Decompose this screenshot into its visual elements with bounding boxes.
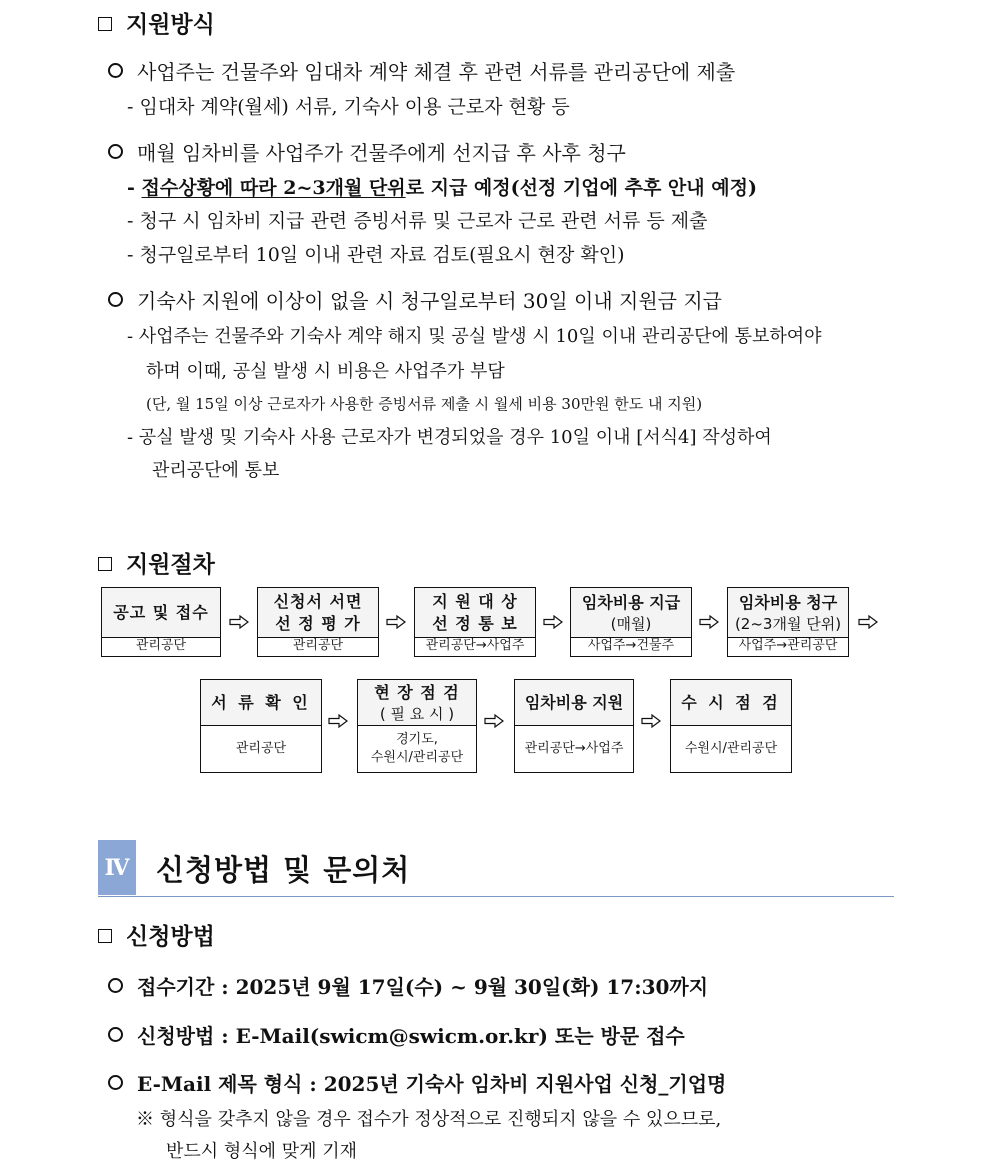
flow-step-5 xyxy=(727,587,849,657)
flow-step-4-actor: 사업주→건물주 xyxy=(587,638,675,653)
section-number: Ⅳ xyxy=(98,840,136,895)
square-bullet-icon xyxy=(98,557,112,571)
method-bullet-3-sub-1-line-2: 하며 이때, 공실 발생 시 비용은 사업주가 부담 xyxy=(146,361,505,382)
method-bullet-1 xyxy=(108,56,735,85)
flow-step-2-title: 신청서 서면 xyxy=(273,591,363,611)
circle-bullet-icon xyxy=(108,292,123,307)
flow-step-6 xyxy=(200,679,322,773)
flow-step-7 xyxy=(357,679,477,773)
procedure-heading-text: 지원절차 xyxy=(126,552,215,578)
flow-step-2-actor: 관리공단 xyxy=(292,638,344,653)
underlined-text: 접수상황에 따라 2~3개월 단위 xyxy=(141,177,406,199)
apply-bullet-1 xyxy=(108,971,708,1000)
flow-step-7-subtitle: ( 필 요 시 ) xyxy=(379,704,455,723)
rest-text: 로 지급 예정(선정 기업에 추후 안내 예정) xyxy=(405,177,757,199)
circle-bullet-icon xyxy=(108,144,123,159)
flow-step-6-title: 서 류 확 인 xyxy=(211,692,311,712)
arrow-right-icon xyxy=(386,615,406,629)
method-bullet-3 xyxy=(108,285,722,314)
flow-step-3-subtitle: 선 정 통 보 xyxy=(432,613,518,633)
flow-step-7-actor-line-2: 수원시/관리공단 xyxy=(370,749,464,765)
flow-step-5-subtitle: (2~3개월 단위) xyxy=(734,614,842,633)
flow-step-1 xyxy=(101,587,221,657)
flow-step-4 xyxy=(570,587,692,657)
apply-bullet-2 xyxy=(108,1020,685,1049)
apply-heading-text: 신청방법 xyxy=(126,924,215,950)
arrow-right-icon xyxy=(858,615,878,629)
flow-step-2 xyxy=(257,587,379,657)
square-bullet-icon xyxy=(98,929,112,943)
apply-bullet-2-text: 신청방법 : E-Mail(swicm@swicm.or.kr) 또는 방문 접수 xyxy=(137,1024,685,1048)
flow-step-2-subtitle: 선 정 평 가 xyxy=(275,613,361,633)
arrow-right-icon xyxy=(328,714,348,728)
method-bullet-2-sub-1 xyxy=(127,173,757,200)
procedure-heading xyxy=(98,546,215,579)
method-bullet-3-sub-2-line-1: - 공실 발생 및 기숙사 사용 근로자가 변경되었을 경우 10일 이내 [서식4] 작성하여 xyxy=(127,427,772,448)
flow-step-8-actor: 관리공단→사업주 xyxy=(524,740,624,756)
method-bullet-3-note: (단, 월 15일 이상 근로자가 사용한 증빙서류 제출 시 월세 비용 30만원 한도 내 지원) xyxy=(146,395,703,413)
arrow-right-icon xyxy=(641,714,661,728)
dash: - xyxy=(127,177,142,199)
flow-step-7-actor-line-1: 경기도, xyxy=(396,731,438,747)
apply-bullet-1-text: 접수기간 : 2025년 9월 17일(수) ~ 9월 30일(화) 17:30까지 xyxy=(137,975,709,999)
circle-bullet-icon xyxy=(108,1027,123,1042)
method-heading-text: 지원방식 xyxy=(126,12,215,38)
flow-step-8-title: 임차비용 지원 xyxy=(524,692,624,712)
section-header xyxy=(98,840,894,897)
apply-heading xyxy=(98,918,215,951)
flow-step-4-title: 임차비용 지급 xyxy=(581,592,681,612)
method-bullet-3-sub-2-line-2: 관리공단에 통보 xyxy=(152,460,280,481)
section-title: 신청방법 및 문의처 xyxy=(156,853,411,887)
method-bullet-2-text: 매월 임차비를 사업주가 건물주에게 선지급 후 사후 청구 xyxy=(137,141,626,165)
circle-bullet-icon xyxy=(108,1075,123,1090)
flow-step-1-actor: 관리공단 xyxy=(135,638,187,653)
circle-bullet-icon xyxy=(108,978,123,993)
arrow-right-icon xyxy=(543,615,563,629)
square-bullet-icon xyxy=(98,17,112,31)
method-bullet-1-text: 사업주는 건물주와 임대차 계약 체결 후 관련 서류를 관리공단에 제출 xyxy=(137,60,736,84)
arrow-right-icon xyxy=(484,714,504,728)
flow-step-9-actor: 수원시/관리공단 xyxy=(684,740,778,756)
apply-bullet-3 xyxy=(108,1068,726,1097)
flow-step-5-title: 임차비용 청구 xyxy=(738,592,838,612)
apply-note-line-1 xyxy=(136,1105,721,1131)
flow-step-1-title: 공고 및 접수 xyxy=(113,602,209,622)
flow-step-3-title: 지 원 대 상 xyxy=(432,591,518,611)
method-bullet-3-text: 기숙사 지원에 이상이 없을 시 청구일로부터 30일 이내 지원금 지급 xyxy=(137,289,722,313)
apply-note-line-2: 반드시 형식에 맞게 기재 xyxy=(166,1141,358,1162)
flow-step-3 xyxy=(414,587,536,657)
flow-step-7-title: 현 장 점 검 xyxy=(374,682,460,702)
flow-step-3-actor: 관리공단→사업주 xyxy=(425,638,525,653)
flow-step-4-subtitle: (매월) xyxy=(610,614,652,633)
circle-bullet-icon xyxy=(108,63,123,78)
flow-step-9 xyxy=(670,679,792,773)
method-bullet-1-sub-1: - 임대차 계약(월세) 서류, 기숙사 이용 근로자 현황 등 xyxy=(127,96,570,118)
reference-mark: ※ xyxy=(136,1109,154,1130)
flow-step-9-title: 수 시 점 검 xyxy=(681,692,781,712)
flow-step-5-actor: 사업주→관리공단 xyxy=(738,638,838,653)
flow-step-6-actor: 관리공단 xyxy=(235,740,287,756)
arrow-right-icon xyxy=(229,615,249,629)
arrow-right-icon xyxy=(699,615,719,629)
apply-note-line-1-text: 형식을 갖추지 않을 경우 접수가 정상적으로 진행되지 않을 수 있으므로, xyxy=(159,1109,722,1130)
method-bullet-2 xyxy=(108,137,626,166)
method-bullet-3-sub-1-line-1: - 사업주는 건물주와 기숙사 계약 해지 및 공실 발생 시 10일 이내 관리공단에 통보하여야 xyxy=(127,326,822,347)
method-heading xyxy=(98,6,215,39)
method-bullet-2-sub-2: - 청구 시 임차비 지급 관련 증빙서류 및 근로자 근로 관련 서류 등 제출 xyxy=(127,210,708,232)
apply-bullet-3-text: E-Mail 제목 형식 : 2025년 기숙사 임차비 지원사업 신청_기업명 xyxy=(137,1072,727,1096)
method-bullet-2-sub-3: - 청구일로부터 10일 이내 관련 자료 검토(필요시 현장 확인) xyxy=(127,244,625,266)
flow-step-8 xyxy=(514,679,634,773)
